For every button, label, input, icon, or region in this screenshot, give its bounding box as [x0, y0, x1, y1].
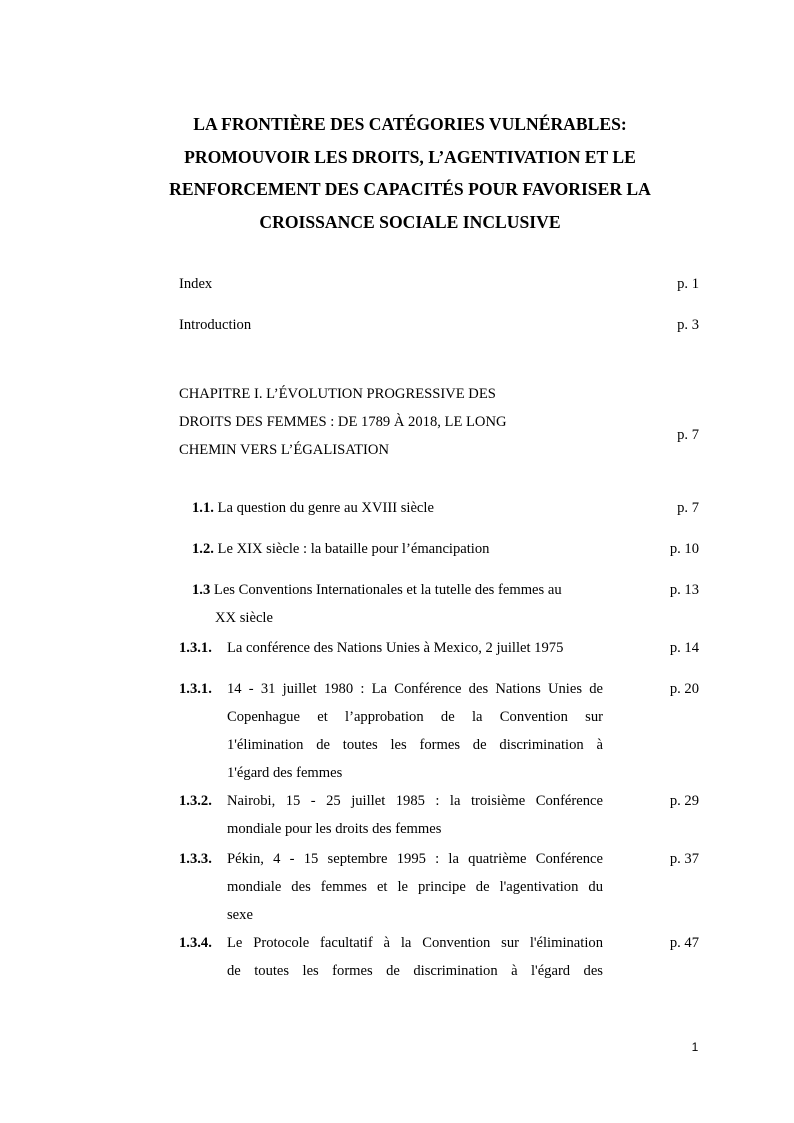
subsection-number: 1.3.1.: [179, 640, 212, 656]
subsection-line: 14 - 31 juillet 1980 : La Conférence des Nations Unies de: [227, 681, 603, 697]
subsection-number: 1.3.4.: [179, 935, 212, 951]
toc-chapter-1-page: p. 7: [677, 427, 699, 443]
toc-section-1-1: [192, 494, 434, 522]
subsection-number: 1.3.3.: [179, 851, 212, 867]
toc-chapter-1: [179, 380, 507, 464]
chapter-line: DROITS DES FEMMES : DE 1789 À 2018, LE LONG: [179, 414, 507, 430]
subsection-line: La conférence des Nations Unies à Mexico, 2 juillet 1975: [227, 640, 564, 656]
subsection-line: 1'élimination de toutes les formes de discrimination à: [227, 737, 603, 753]
document-title: [150, 108, 670, 238]
toc-section-1-1-page: p. 7: [677, 500, 699, 516]
subsection-line: sexe: [227, 907, 253, 923]
toc-index-page: p. 1: [677, 276, 699, 292]
toc-introduction-label: Introduction: [179, 317, 252, 333]
toc-introduction-page: p. 3: [677, 317, 699, 333]
section-number: 1.2.: [192, 541, 214, 557]
subsection-line: Nairobi, 15 - 25 juillet 1985 : la troisième Conférence: [227, 793, 603, 809]
section-title: Les Conventions Internationales et la tutelle des femmes au: [213, 582, 562, 598]
subsection-line: de toutes les formes de discrimination à l'égard des: [227, 963, 603, 979]
subsection-line: mondiale des femmes et le principe de l'agentivation du: [227, 879, 603, 895]
toc-subsection-page: p. 20: [669, 681, 699, 697]
subsection-line: mondiale pour les droits des femmes: [227, 821, 442, 837]
toc-subsection-page: p. 37: [669, 851, 699, 867]
subsection-line: 1'égard des femmes: [227, 765, 343, 781]
toc-section-1-3-page: p. 13: [669, 582, 699, 598]
toc-section-1-2: [192, 535, 489, 563]
title-line: CROISSANCE SOCIALE INCLUSIVE: [259, 211, 561, 232]
toc-subsection-page: p. 14: [669, 640, 699, 656]
title-line: PROMOUVOIR LES DROITS, L’AGENTIVATION ET LE: [184, 146, 636, 167]
title-line: LA FRONTIÈRE DES CATÉGORIES VULNÉRABLES:: [193, 114, 627, 134]
footer-page-number: 1: [691, 1040, 699, 1054]
title-line: RENFORCEMENT DES CAPACITÉS POUR FAVORISER LA: [169, 179, 651, 199]
chapter-line: CHEMIN VERS L’ÉGALISATION: [179, 442, 389, 458]
toc-subsection-page: p. 29: [669, 793, 699, 809]
toc-subsection: [179, 787, 603, 843]
section-title: La question du genre au XVIII siècle: [217, 500, 434, 516]
toc-subsection: [179, 675, 603, 787]
toc-section-1-3: [192, 576, 562, 604]
toc-subsection-page: p. 47: [669, 935, 699, 951]
subsection-line: Pékin, 4 - 15 septembre 1995 : la quatrième Conférence: [227, 851, 603, 867]
subsection-number: 1.3.2.: [179, 793, 212, 809]
toc-subsection: [179, 929, 603, 985]
section-number: 1.3: [192, 582, 211, 598]
toc-subsection: [179, 845, 603, 929]
toc-section-1-2-page: p. 10: [669, 541, 699, 557]
subsection-line: Copenhague et l’approbation de la Convention sur: [227, 709, 603, 725]
subsection-line: Le Protocole facultatif à la Convention sur l'élimination: [227, 935, 603, 951]
section-title-continued: XX siècle: [215, 610, 273, 626]
section-number: 1.1.: [192, 500, 214, 516]
toc-index-label: Index: [179, 276, 213, 292]
chapter-line: CHAPITRE I. L’ÉVOLUTION PROGRESSIVE DES: [179, 386, 496, 402]
toc-subsection: [179, 634, 603, 662]
subsection-number: 1.3.1.: [179, 681, 212, 697]
section-title: Le XIX siècle : la bataille pour l’émancipation: [217, 541, 490, 557]
